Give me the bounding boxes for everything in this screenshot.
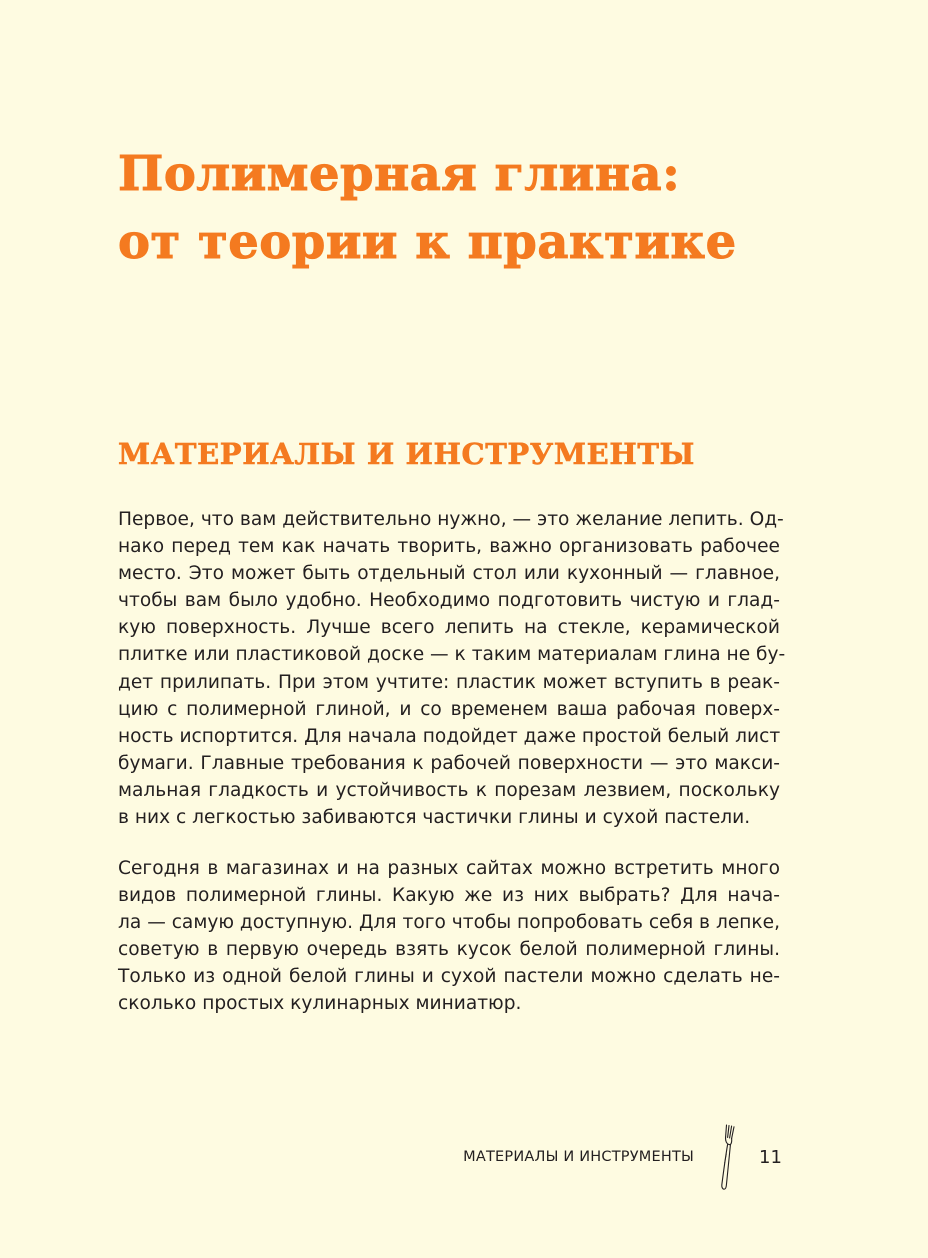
paragraph-line: кую поверхность. Лучше всего лепить на стекле, керамической <box>118 617 780 639</box>
paragraph-line: ла — самую доступную. Для того чтобы попробовать себя в лепке, <box>118 912 780 934</box>
paragraph-line: советую в первую очередь взять кусок белой полимерной глины. <box>118 939 780 961</box>
paragraph-line: бумаги. Главные требования к рабочей поверхности — это макси- <box>118 752 780 774</box>
paragraph-line: ность испортится. Для начала подойдет даже простой белый лист <box>118 725 781 747</box>
page-number: 11 <box>759 1147 782 1168</box>
paragraph-line: сколько простых кулинарных миниатюр. <box>118 993 522 1015</box>
paragraph-line: видов полимерной глины. Какую же из них выбрать? Для нача- <box>118 885 780 907</box>
paragraph-line: цию с полимерной глиной, и со временем ваша рабочая поверх- <box>118 698 780 720</box>
paragraph-line: дет прилипать. При этом учтите: пластик может вступить в реак- <box>118 671 780 693</box>
paragraph-line: Сегодня в магазинах и на разных сайтах можно встретить много <box>118 858 780 879</box>
running-footer-label: МАТЕРИАЛЫ И ИНСТРУМЕНТЫ <box>463 1149 694 1165</box>
fork-icon <box>712 1123 736 1193</box>
paragraph-line: мальная гладкость и устойчивость к порезам лезвием, поскольку <box>118 779 780 801</box>
section-heading: МАТЕРИАЛЫ И ИНСТРУМЕНТЫ <box>118 437 695 471</box>
paragraph-line: Только из одной белой глины и сухой пастели можно сделать не- <box>118 966 780 988</box>
body-paragraph-2 <box>118 855 780 1018</box>
title-line-1: Полимерная глина: <box>118 146 681 202</box>
page-title <box>118 140 838 276</box>
title-line-2: от теории к практике <box>118 214 737 270</box>
paragraph-line: плитке или пластиковой доске — к таким материалам глина не бу- <box>118 644 786 666</box>
paragraph-line: нако перед тем как начать творить, важно организовать рабочее <box>118 536 780 558</box>
paragraph-line: место. Это может быть отдельный стол или кухонный — главное, <box>118 563 780 585</box>
page-footer <box>0 1145 928 1195</box>
body-paragraph-1 <box>118 506 786 831</box>
paragraph-line: в них с легкостью забиваются частички глины и сухой пастели. <box>118 807 751 829</box>
paragraph-line: чтобы вам было удобно. Необходимо подготовить чистую и глад- <box>118 590 780 612</box>
paragraph-line: Первое, что вам действительно нужно, — это желание лепить. Од- <box>118 509 784 530</box>
